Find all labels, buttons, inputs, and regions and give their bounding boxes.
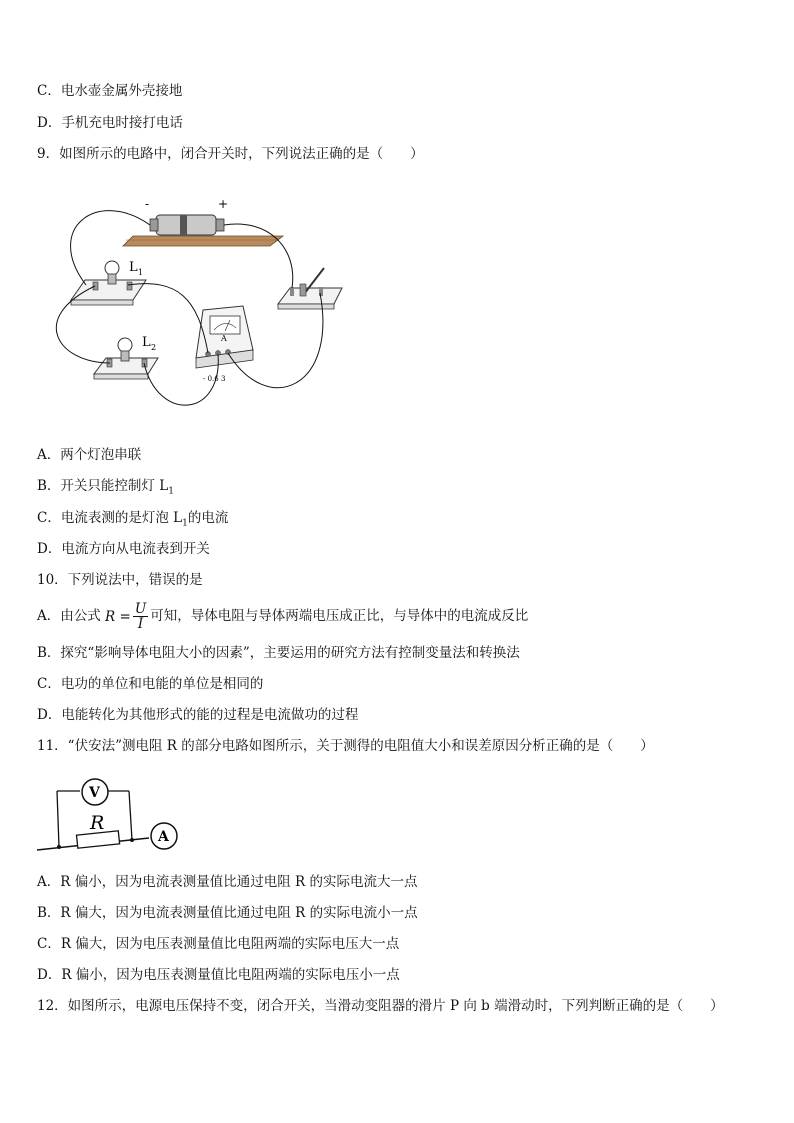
lamp-l1-label: L: [129, 260, 138, 275]
q11-option-b: B．R 偏大，因为电流表测量值比通过电阻 R 的实际电流小一点: [37, 905, 418, 921]
ammeter-symbol: A: [158, 829, 169, 845]
voltmeter-symbol: V: [89, 785, 100, 801]
ammeter-terminals-label: - 0.6 3: [203, 375, 226, 383]
q9-option-a: A．两个灯泡串联: [37, 447, 142, 463]
wire: [128, 284, 208, 353]
lamp-l2-sub: 2: [151, 343, 157, 352]
bulb-l1-icon: [105, 261, 119, 275]
lamp-l1-sub: 1: [138, 268, 144, 277]
formula: R =: [105, 608, 131, 625]
battery-board: [123, 236, 283, 246]
battery-minus-label: -: [145, 197, 150, 211]
q9-option-d: D．电流方向从电流表到开关: [37, 541, 210, 557]
switch-icon: [278, 288, 342, 304]
q11-option-c: C．R 偏大，因为电压表测量值比电阻两端的实际电压大一点: [37, 936, 400, 952]
q12-stem: 12．如图所示，电源电压保持不变，闭合开关，当滑动变阻器的滑片 P 向 b 端滑动时，下列判断正确的是（ ）: [37, 998, 724, 1014]
q11-stem: 11．“伏安法”测电阻 R 的部分电路如图所示，关于测得的电阻值大小和误差原因分析正确的是（ ）: [37, 738, 654, 754]
ammeter-symbol: A: [221, 334, 227, 343]
q10-option-b: B．探究“影响导体电阻大小的因素”，主要运用的研究方法有控制变量法和转换法: [37, 645, 520, 661]
q10-option-d: D．电能转化为其他形式的能的过程是电流做功的过程: [37, 707, 359, 723]
q9-stem: 9．如图所示的电路中，闭合开关时，下列说法正确的是（ ）: [37, 146, 424, 162]
q9-option-c: C．电流表测的是灯泡 $L_1$的电流: [37, 510, 229, 529]
wire: [224, 224, 293, 288]
formula-fraction: $\frac{U}{I}$: [134, 601, 147, 632]
q9-option-b: B．开关只能控制灯 $L_1$: [37, 478, 174, 497]
bulb-l2-icon: [118, 338, 132, 352]
q11-option-a: A．R 偏小，因为电流表测量值比通过电阻 R 的实际电流大一点: [37, 874, 418, 890]
lamp-l2-label: L: [142, 335, 151, 350]
resistor-label: R: [90, 812, 105, 834]
q8-option-c: C．电水壶金属外壳接地: [37, 83, 183, 99]
q9-circuit-figure: [38, 188, 348, 423]
q11-option-d: D．R 偏小，因为电压表测量值比电阻两端的实际电压小一点: [37, 967, 400, 983]
q11-circuit-figure: [37, 775, 187, 857]
q10-stem: 10．下列说法中，错误的是: [37, 572, 203, 588]
battery-plus-label: +: [218, 197, 229, 211]
q10-option-a: A．由公式 R = $\frac{U}{I}$ 可知，导体电阻与导体两端电压成正比，与导体中的电流成反比: [37, 598, 528, 635]
q10-option-c: C．电功的单位和电能的单位是相同的: [37, 676, 264, 692]
q8-option-d: D．手机充电时接打电话: [37, 115, 183, 131]
